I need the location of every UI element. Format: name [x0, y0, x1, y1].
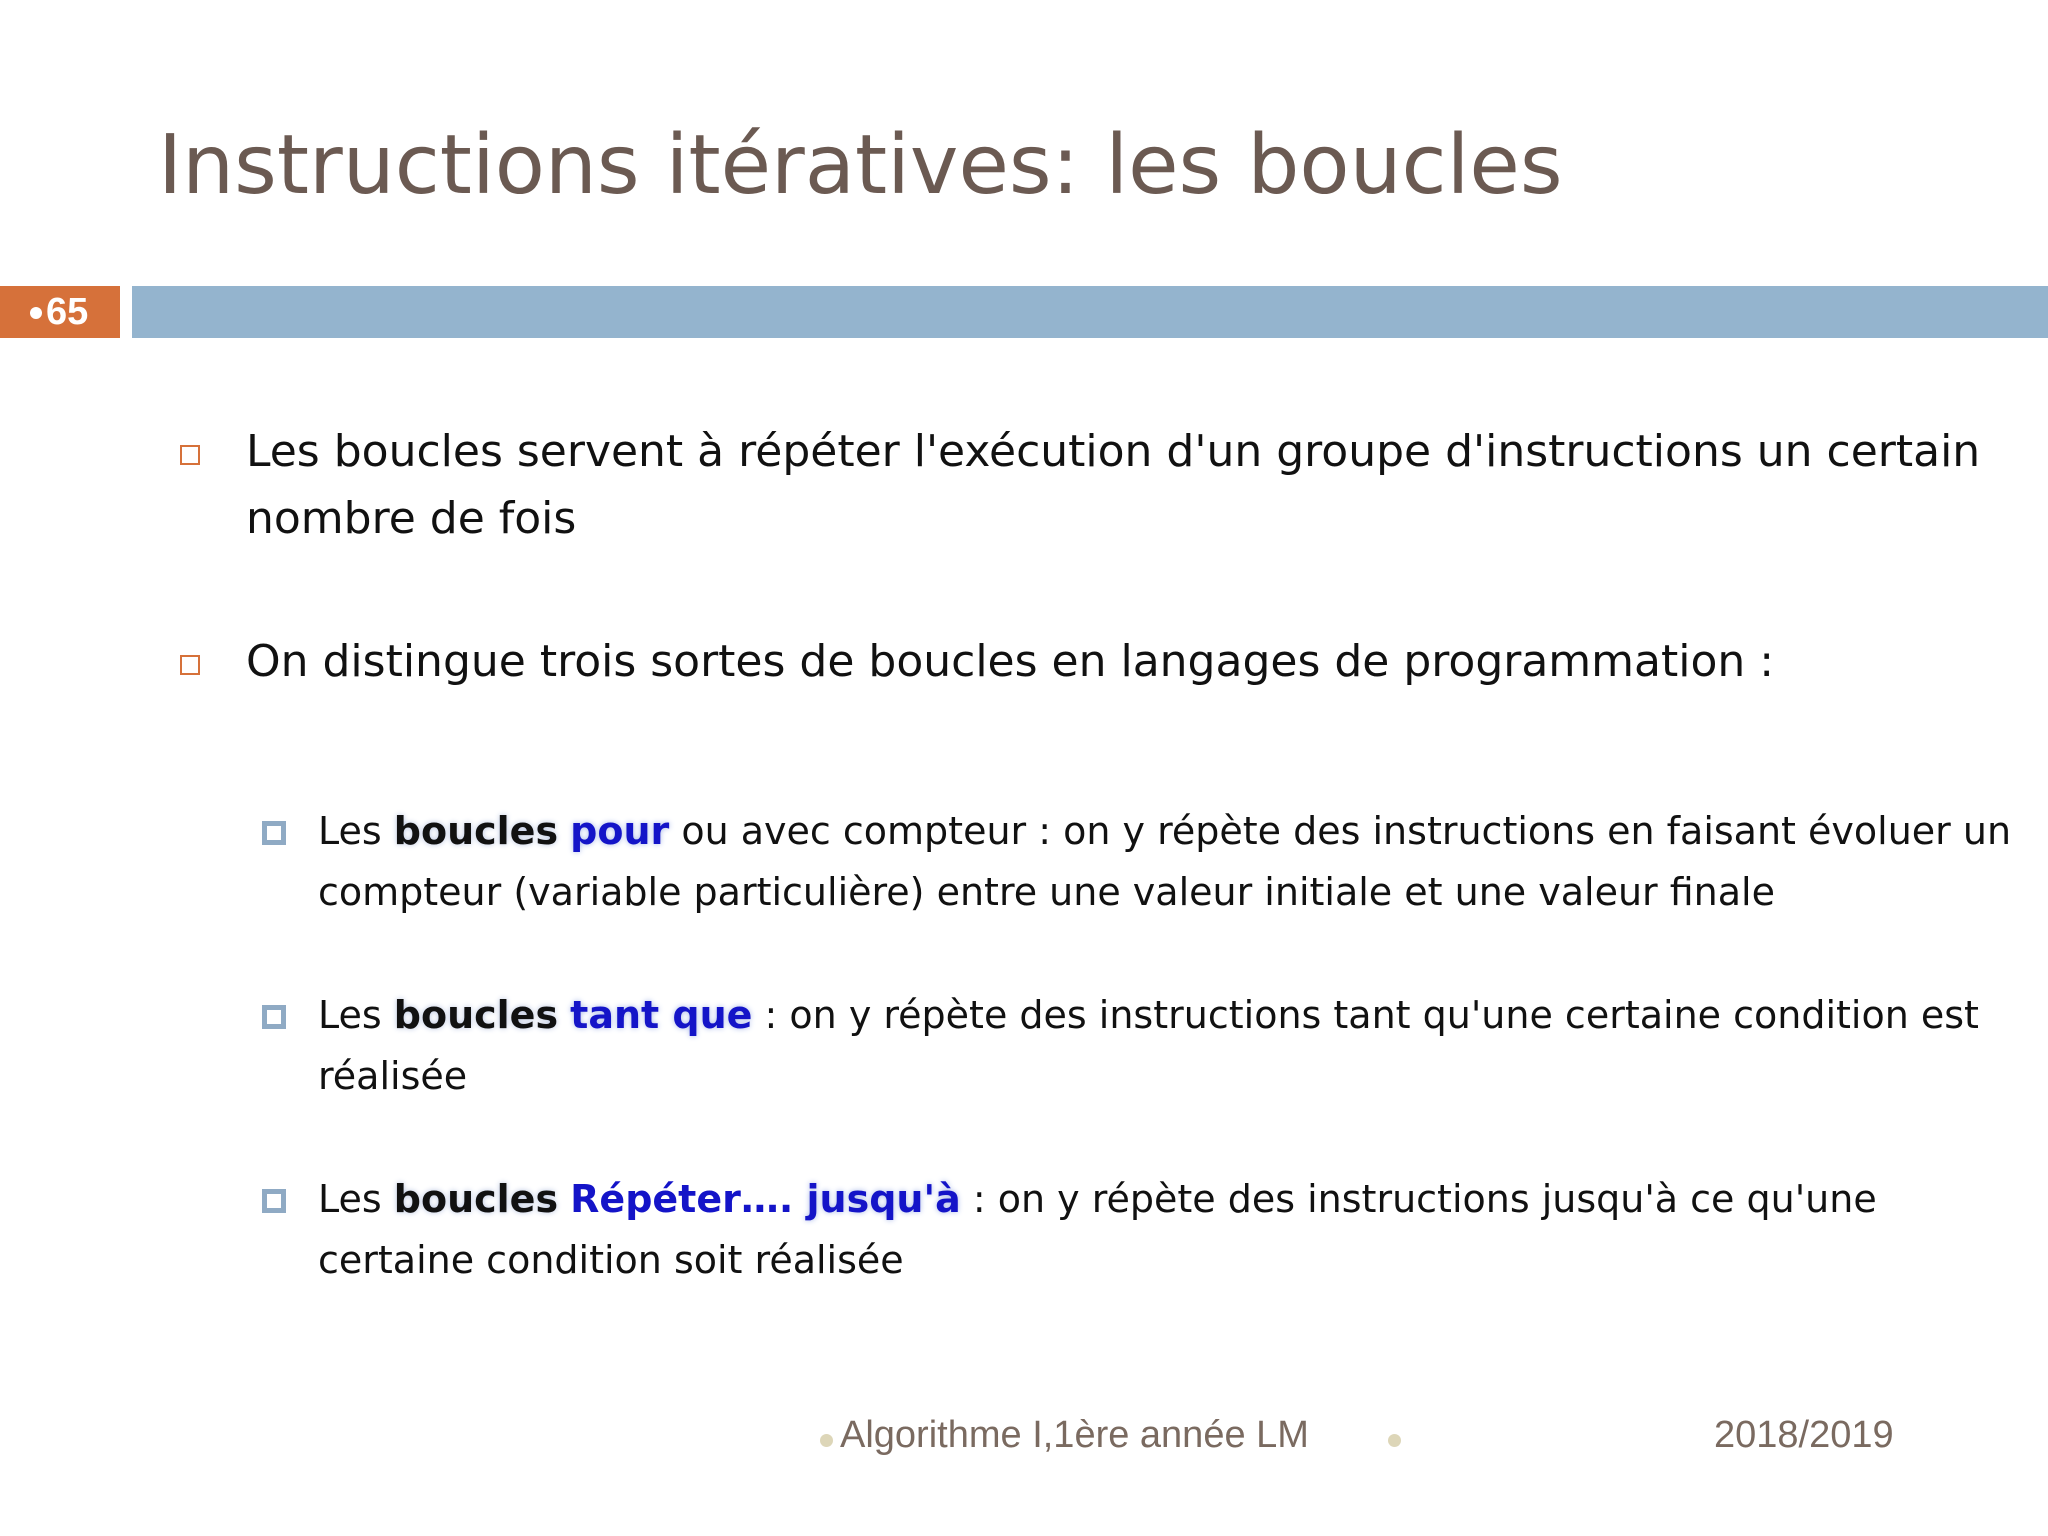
footer-dot-icon: [1388, 1434, 1401, 1447]
sub-bullet-rest: : on y répète des instructions jusqu'à ce qu'une certaine condition soit réalisée: [318, 1177, 1877, 1282]
footer-dot-icon: [820, 1434, 833, 1447]
square-subbullet-icon: [262, 821, 286, 845]
bullet-dot-icon: [30, 307, 42, 319]
slide-number: 65: [46, 291, 89, 333]
footer-year: 2018/2019: [1714, 1414, 1894, 1456]
keyword-boucles: boucles: [393, 809, 559, 853]
bullet-1: Les boucles servent à répéter l'exécution d'un groupe d'instructions un certain nombre de fois: [246, 426, 1981, 544]
slide-title: Instructions itératives: les boucles: [158, 118, 1563, 213]
square-bullet-icon: [180, 445, 200, 465]
sub-bullet-prefix: Les: [318, 993, 394, 1037]
keyword-tant-que: tant que: [570, 993, 753, 1037]
sub-bullet-tant-que: [318, 985, 2028, 1107]
sub-bullet-pour: [318, 801, 2028, 923]
sub-bullet-rest: ou avec compteur : on y répète des instructions en faisant évoluer un compteur (variable particulière) entre une valeur initiale et une valeur finale: [318, 809, 2012, 914]
sub-bullet-prefix: Les: [318, 1177, 394, 1221]
keyword-pour: pour: [570, 809, 670, 853]
keyword-boucles: boucles: [393, 993, 559, 1037]
sub-bullet-rest: : on y répète des instructions tant qu'une certaine condition est réalisée: [318, 993, 1979, 1098]
slide-number-badge: [0, 286, 120, 338]
square-subbullet-icon: [262, 1005, 286, 1029]
space: [558, 993, 570, 1037]
sub-bullet-prefix: Les: [318, 809, 394, 853]
keyword-repeter: Répéter….: [570, 1177, 807, 1221]
square-subbullet-icon: [262, 1189, 286, 1213]
footer-course: Algorithme I,1ère année LM: [840, 1414, 1309, 1456]
space: [558, 809, 570, 853]
keyword-boucles: boucles: [393, 1177, 559, 1221]
bullet-2: On distingue trois sortes de boucles en langages de programmation :: [246, 636, 1775, 687]
space: [558, 1177, 570, 1221]
header-bar: [132, 286, 2048, 338]
square-bullet-icon: [180, 655, 200, 675]
keyword-jusqua: jusqu'à: [806, 1177, 961, 1221]
sub-bullet-repeter: [318, 1169, 2028, 1291]
